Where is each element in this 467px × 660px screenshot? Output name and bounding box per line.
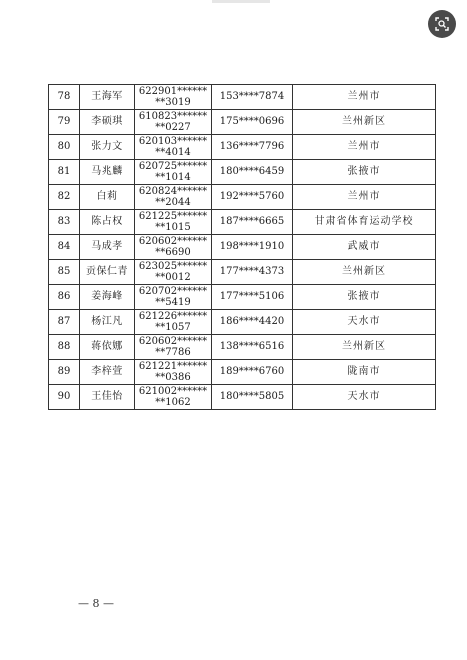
id-number-line-1: 620103******: [138, 136, 208, 147]
table-row: [49, 385, 436, 410]
id-number-line-1: 620702******: [138, 286, 208, 297]
table-row: [49, 335, 436, 360]
id-number-line-2: **1014: [155, 172, 191, 183]
name-cell: 王佳怡: [80, 385, 135, 410]
id-number-line-1: 622901******: [138, 86, 208, 97]
id-number-cell: [135, 160, 212, 185]
table-row: [49, 135, 436, 160]
name-cell: 张力文: [80, 135, 135, 160]
region-cell: 兰州市: [293, 85, 436, 110]
phone-cell: 153****7874: [212, 85, 293, 110]
region-cell: 兰州市: [293, 135, 436, 160]
region-cell: 兰州新区: [293, 260, 436, 285]
roster-table: [48, 84, 436, 410]
table-row: [49, 160, 436, 185]
phone-cell: 175****0696: [212, 110, 293, 135]
row-number-cell: 79: [49, 110, 80, 135]
table-row: [49, 260, 436, 285]
id-number-line-2: **7786: [155, 347, 191, 358]
row-number-cell: 87: [49, 310, 80, 335]
region-cell: 甘肃省体育运动学校: [293, 210, 436, 235]
image-search-button[interactable]: [428, 10, 456, 38]
name-cell: 李梓萱: [80, 360, 135, 385]
table-row: [49, 235, 436, 260]
roster-body: [49, 85, 436, 410]
row-number-cell: 80: [49, 135, 80, 160]
name-cell: 马成孝: [80, 235, 135, 260]
table-row: [49, 310, 436, 335]
id-number-line-2: **5419: [155, 297, 191, 308]
name-cell: 蒋依娜: [80, 335, 135, 360]
id-number-line-1: 623025******: [138, 261, 208, 272]
id-number-line-2: **1057: [155, 322, 191, 333]
name-cell: 陈占权: [80, 210, 135, 235]
id-number-line-2: **3019: [155, 97, 191, 108]
table-row: [49, 110, 436, 135]
region-cell: 武威市: [293, 235, 436, 260]
id-number-line-1: 620602******: [138, 336, 208, 347]
region-cell: 陇南市: [293, 360, 436, 385]
id-number-line-2: **4014: [155, 147, 191, 158]
name-cell: 姜海峰: [80, 285, 135, 310]
id-number-cell: [135, 360, 212, 385]
phone-cell: 186****4420: [212, 310, 293, 335]
row-number-cell: 83: [49, 210, 80, 235]
id-number-cell: [135, 85, 212, 110]
row-number-cell: 88: [49, 335, 80, 360]
phone-cell: 177****5106: [212, 285, 293, 310]
id-number-line-2: **0012: [155, 272, 191, 283]
region-cell: 兰州新区: [293, 110, 436, 135]
phone-cell: 192****5760: [212, 185, 293, 210]
row-number-cell: 90: [49, 385, 80, 410]
table-row: [49, 185, 436, 210]
id-number-line-1: 621221******: [138, 361, 208, 372]
phone-cell: 180****5805: [212, 385, 293, 410]
id-number-line-1: 621225******: [138, 211, 208, 222]
phone-cell: 177****4373: [212, 260, 293, 285]
row-number-cell: 89: [49, 360, 80, 385]
id-number-line-1: 620824******: [138, 186, 208, 197]
phone-cell: 187****6665: [212, 210, 293, 235]
region-cell: 张掖市: [293, 160, 436, 185]
name-cell: 贡保仁青: [80, 260, 135, 285]
row-number-cell: 85: [49, 260, 80, 285]
name-cell: 李硕琪: [80, 110, 135, 135]
page-number: — 8 —: [78, 597, 114, 610]
region-cell: 兰州市: [293, 185, 436, 210]
id-number-line-1: 620725******: [138, 161, 208, 172]
image-search-icon: [435, 17, 449, 31]
row-number-cell: 82: [49, 185, 80, 210]
id-number-line-1: 621226******: [138, 311, 208, 322]
table-row: [49, 210, 436, 235]
id-number-line-2: **0386: [155, 372, 191, 383]
id-number-cell: [135, 235, 212, 260]
region-cell: 天水市: [293, 385, 436, 410]
region-cell: 天水市: [293, 310, 436, 335]
table-row: [49, 360, 436, 385]
id-number-line-2: **6690: [155, 247, 191, 258]
row-number-cell: 81: [49, 160, 80, 185]
name-cell: 杨江凡: [80, 310, 135, 335]
id-number-cell: [135, 335, 212, 360]
id-number-cell: [135, 185, 212, 210]
id-number-line-1: 621002******: [138, 386, 208, 397]
id-number-line-2: **1062: [155, 397, 191, 408]
id-number-line-2: **1015: [155, 222, 191, 233]
row-number-cell: 78: [49, 85, 80, 110]
id-number-cell: [135, 110, 212, 135]
phone-cell: 198****1910: [212, 235, 293, 260]
phone-cell: 136****7796: [212, 135, 293, 160]
table-row: [49, 285, 436, 310]
id-number-cell: [135, 310, 212, 335]
name-cell: 白莉: [80, 185, 135, 210]
name-cell: 王海军: [80, 85, 135, 110]
id-number-cell: [135, 285, 212, 310]
phone-cell: 138****6516: [212, 335, 293, 360]
region-cell: 张掖市: [293, 285, 436, 310]
row-number-cell: 84: [49, 235, 80, 260]
phone-cell: 189****6760: [212, 360, 293, 385]
id-number-line-1: 620602******: [138, 236, 208, 247]
id-number-cell: [135, 210, 212, 235]
name-cell: 马兆麟: [80, 160, 135, 185]
id-number-line-2: **0227: [155, 122, 191, 133]
id-number-cell: [135, 135, 212, 160]
id-number-line-2: **2044: [155, 197, 191, 208]
id-number-cell: [135, 260, 212, 285]
region-cell: 兰州新区: [293, 335, 436, 360]
phone-cell: 180****6459: [212, 160, 293, 185]
scan-smudge: [212, 0, 270, 3]
table-row: [49, 85, 436, 110]
row-number-cell: 86: [49, 285, 80, 310]
id-number-line-1: 610823******: [138, 111, 208, 122]
id-number-cell: [135, 385, 212, 410]
